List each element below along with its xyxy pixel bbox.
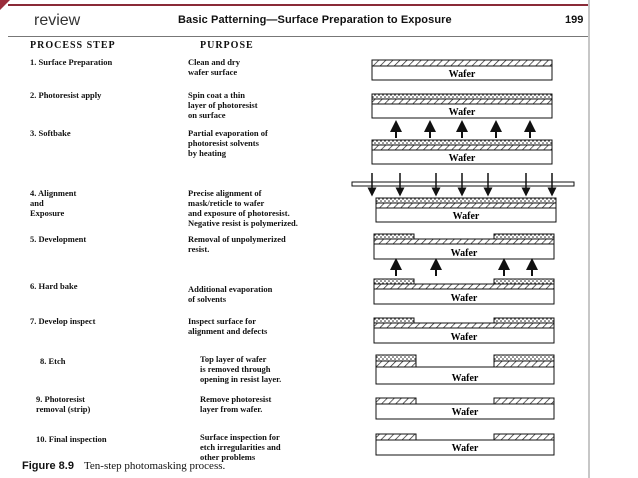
step-purpose: Removal of unpolymerized resist. (188, 234, 286, 254)
step-label: 9. Photoresist removal (strip) (36, 394, 91, 414)
step-label: 3. Softbake (30, 128, 71, 138)
wafer-label: Wafer (451, 443, 479, 454)
review-label: review (34, 12, 81, 29)
wafer-label: Wafer (448, 69, 476, 80)
page-edge (588, 0, 590, 478)
step2-wafer-diagram (372, 94, 552, 118)
step-purpose: Clean and dry wafer surface (188, 57, 240, 77)
step-label: 8. Etch (40, 356, 66, 366)
step3-wafer-diagram (372, 126, 552, 164)
wafer-label: Wafer (450, 293, 478, 304)
step1-wafer-diagram (372, 60, 552, 80)
step-purpose: Precise alignment of mask/reticle to wafer and exposure of photoresist. Negative resist is polymerized. (188, 188, 298, 228)
step-label: 2. Photoresist apply (30, 90, 102, 100)
step7-wafer-diagram (374, 318, 554, 343)
step4-wafer-diagram (352, 173, 574, 222)
step-purpose: Spin coat a thin layer of photoresist on surface (188, 90, 258, 120)
wafer-label: Wafer (448, 107, 476, 118)
step6-wafer-diagram (374, 264, 554, 304)
page-number: 199 (565, 14, 584, 26)
wafer-label: Wafer (450, 248, 478, 259)
step-purpose: Top layer of wafer is removed through opening in resist layer. (200, 354, 282, 384)
wafer-label: Wafer (450, 332, 478, 343)
wafer-label: Wafer (451, 407, 479, 418)
step-label: 6. Hard bake (30, 281, 78, 291)
purpose-heading: PURPOSE (200, 40, 254, 51)
step-purpose: Surface inspection for etch irregularities and other problems (200, 432, 281, 462)
step-purpose: Inspect surface for alignment and defects (188, 316, 268, 336)
photomasking-diagram (350, 0, 588, 478)
step5-wafer-diagram (374, 234, 554, 259)
process-step-heading: PROCESS STEP (30, 40, 116, 51)
step-label: 7. Develop inspect (30, 316, 96, 326)
figure-caption (22, 460, 225, 472)
step9-wafer-diagram (376, 398, 554, 419)
mask-reticle (352, 182, 574, 186)
wafer-label: Wafer (451, 373, 479, 384)
step-purpose: Remove photoresist layer from wafer. (200, 394, 272, 414)
figure-number: Figure 8.9 (22, 460, 74, 472)
step-label: 10. Final inspection (36, 434, 107, 444)
step8-wafer-diagram (376, 355, 554, 384)
step-label: 1. Surface Preparation (30, 57, 113, 67)
step10-wafer-diagram (376, 434, 554, 455)
step-purpose: Additional evaporation of solvents (188, 284, 273, 304)
step-label: 5. Development (30, 234, 87, 244)
figure-caption-text: Ten-step photomasking process. (83, 460, 226, 472)
step-label: 4. Alignment and Exposure (30, 188, 77, 218)
page-title: Basic Patterning—Surface Preparation to Exposure (178, 14, 452, 26)
step-purpose: Partial evaporation of photoresist solvents by heating (188, 128, 268, 158)
wafer-label: Wafer (452, 211, 480, 222)
wafer-label: Wafer (448, 153, 476, 164)
